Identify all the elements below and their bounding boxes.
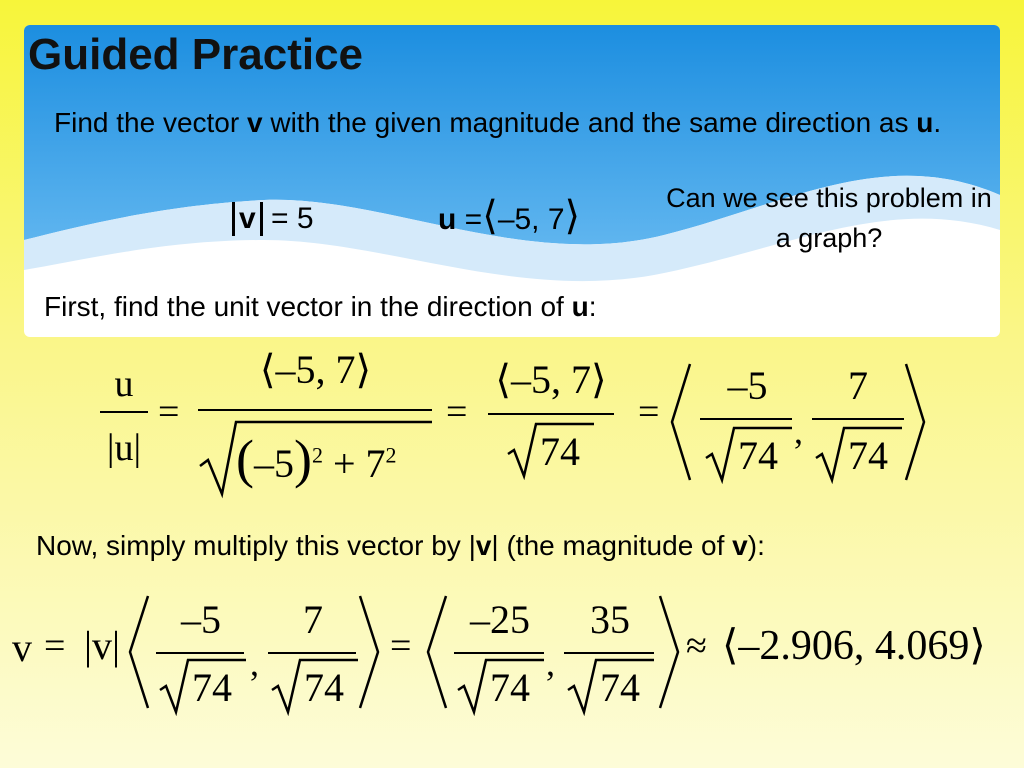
page-title: Guided Practice — [28, 30, 364, 79]
problem-statement: Find the vector v with the given magnitude and the same direction as u. — [54, 107, 942, 138]
v-magnitude: |v| — [84, 623, 121, 668]
given-vector-u: u =⟨–5, 7⟩ — [438, 194, 581, 238]
approx-result: ⟨–2.906, 4.069⟩ — [722, 623, 986, 669]
given-magnitude: v = 5 — [232, 201, 314, 237]
header-panel — [24, 25, 1000, 337]
u-magnitude: |u| — [106, 427, 142, 469]
step2-text: Now, simply multiply this vector by |v| (the magnitude of v): — [36, 530, 765, 561]
step1-text: First, find the unit vector in the direction of u: — [44, 291, 597, 322]
graph-question-note: Can we see this problem in a graph? — [666, 183, 992, 253]
